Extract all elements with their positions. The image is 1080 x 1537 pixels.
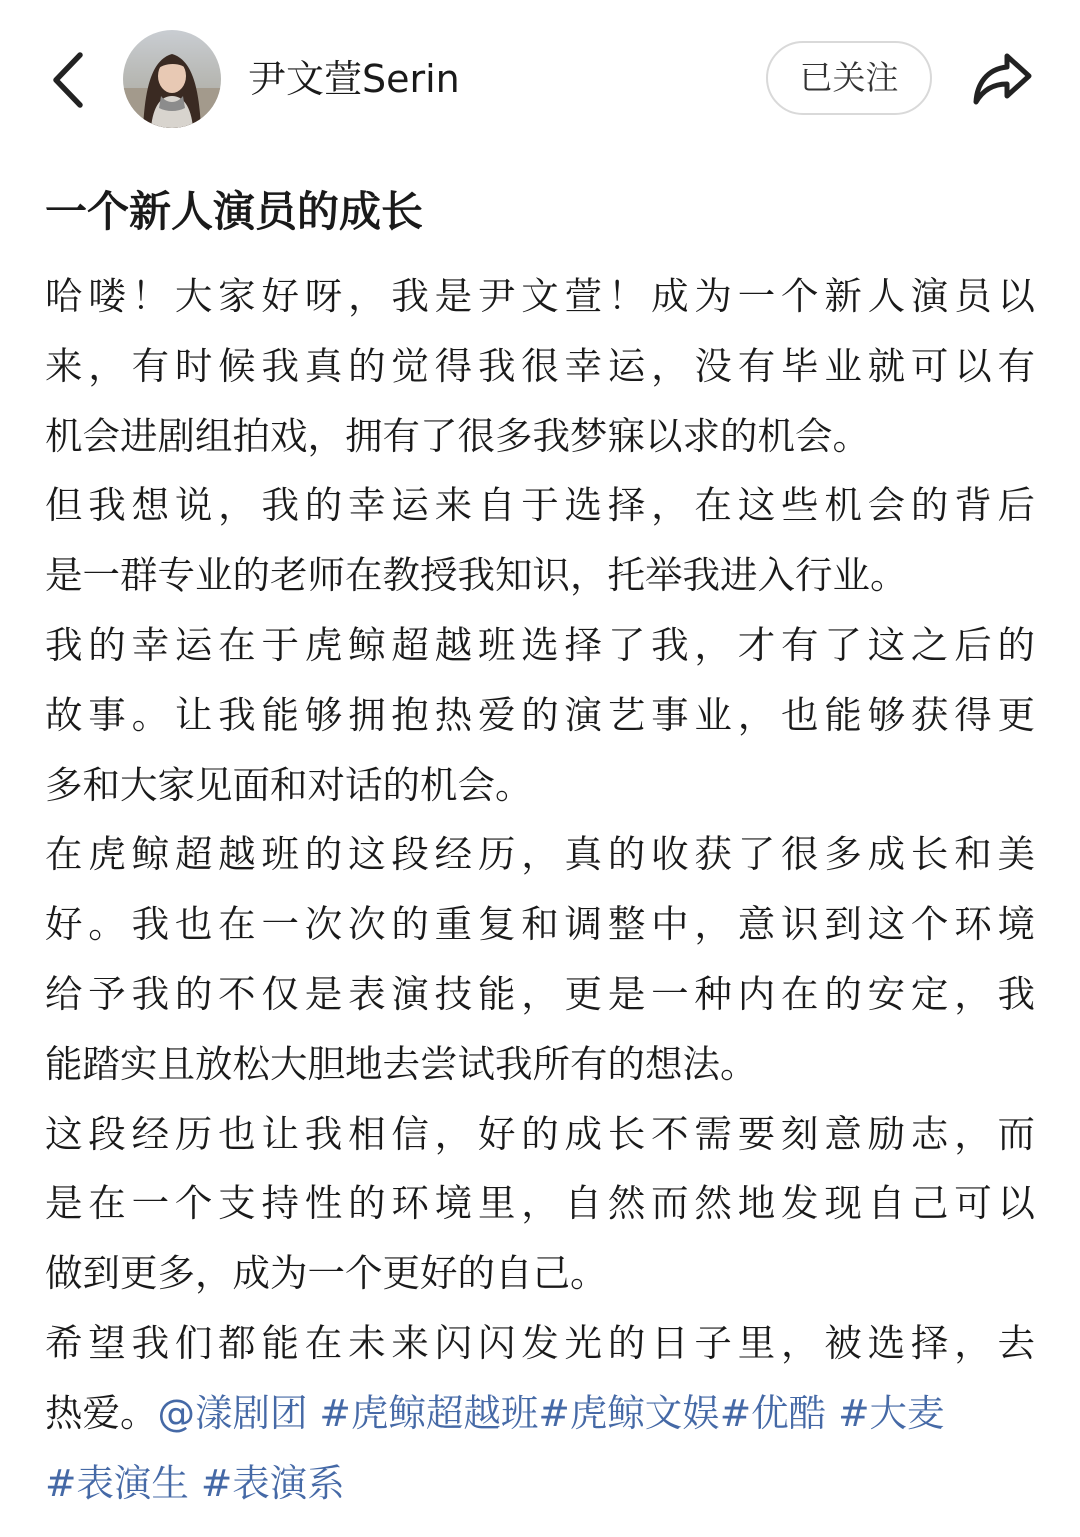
post-line: 来，有时候我真的觉得我很幸运，没有毕业就可以有 bbox=[45, 343, 1035, 388]
hashtag-link[interactable]: #表演系 bbox=[200, 1460, 345, 1505]
avatar[interactable] bbox=[123, 30, 221, 128]
username[interactable]: 尹文萱Serin bbox=[248, 57, 460, 101]
post-line: 是在一个支持性的环境里，自然而然地发现自己可以 bbox=[45, 1181, 1035, 1226]
chevron-left-icon bbox=[48, 49, 88, 111]
post-line: 机会进剧组拍戏，拥有了很多我梦寐以求的机会。 bbox=[45, 413, 870, 458]
post-line: 在虎鲸超越班的这段经历，真的收获了很多成长和美 bbox=[45, 832, 1035, 877]
post-line: 这段经历也让我相信，好的成长不需要刻意励志，而 bbox=[45, 1111, 1035, 1156]
top-bar bbox=[0, 0, 1080, 155]
post-title: 一个新人演员的成长 bbox=[45, 187, 424, 236]
share-arrow-icon bbox=[971, 52, 1033, 106]
post-line: 但我想说，我的幸运来自于选择，在这些机会的背后 bbox=[45, 483, 1035, 528]
post-body bbox=[45, 262, 1035, 1518]
post-line: 给予我的不仅是表演技能，更是一种内在的安定，我 bbox=[45, 971, 1035, 1016]
hashtag-link[interactable]: #虎鲸超越班 bbox=[319, 1390, 539, 1435]
back-button[interactable] bbox=[38, 45, 98, 115]
follow-button[interactable]: 已关注 bbox=[766, 41, 932, 115]
post-line-with-tags bbox=[45, 1379, 1035, 1449]
post-line: 好。我也在一次次的重复和调整中，意识到这个环境 bbox=[45, 902, 1035, 947]
post-line: 做到更多，成为一个更好的自己。 bbox=[45, 1251, 608, 1296]
hashtag-link[interactable]: #优酷 bbox=[719, 1390, 827, 1435]
share-button[interactable] bbox=[962, 42, 1042, 116]
hashtag-link[interactable]: #虎鲸文娱 bbox=[538, 1390, 720, 1435]
post-line-text: 热爱。 bbox=[45, 1390, 158, 1435]
post-line: 是一群专业的老师在教授我知识，托举我进入行业。 bbox=[45, 553, 908, 598]
post-line: 故事。让我能够拥抱热爱的演艺事业，也能够获得更 bbox=[45, 692, 1035, 737]
post-line: 哈喽！大家好呀，我是尹文萱！成为一个新人演员以 bbox=[45, 274, 1035, 318]
post-line: 能踏实且放松大胆地去尝试我所有的想法。 bbox=[45, 1041, 758, 1086]
post-line: 希望我们都能在未来闪闪发光的日子里，被选择，去 bbox=[45, 1320, 1035, 1365]
hashtag-link[interactable]: #表演生 bbox=[45, 1460, 189, 1505]
post-line: 多和大家见面和对话的机会。 bbox=[45, 762, 533, 807]
post-tags-line bbox=[45, 1449, 1035, 1519]
mention-link[interactable]: @漾剧团 bbox=[157, 1390, 308, 1435]
post-line: 我的幸运在于虎鲸超越班选择了我，才有了这之后的 bbox=[45, 622, 1035, 667]
hashtag-link[interactable]: #大麦 bbox=[838, 1390, 945, 1435]
